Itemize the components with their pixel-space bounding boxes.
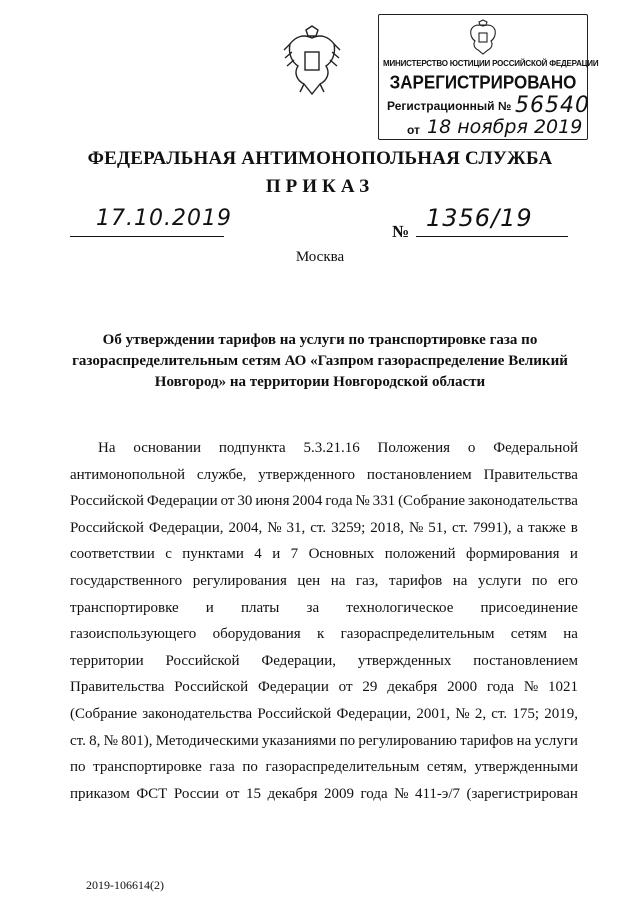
subject-line: газораспределительным сетям АО «Газпром газораспределение Великий: [72, 353, 568, 369]
body-line: Российской Федерации от 30 июня 2004 года № 331 (Собрание законодательства: [70, 493, 578, 510]
city: Москва: [295, 249, 345, 265]
order-number: 1356/19: [426, 204, 533, 232]
body-line: по транспортировке газа по газораспределительным сетям, утвержденными: [70, 759, 578, 776]
body-line: На основании подпункта 5.3.21.16 Положения о Федеральной: [98, 440, 578, 456]
body-line: антимонопольной службе, утвержденного постановлением Правительства: [70, 466, 578, 483]
body-line: (Собрание законодательства Российской Федерации, 2001, № 2, ст. 175; 2019,: [70, 705, 578, 722]
order-subject: [60, 330, 580, 393]
body-line: территории Российской Федерации, утвержденных постановлением: [70, 652, 578, 669]
order-date: 17.10.2019: [96, 206, 232, 231]
body-line: газоиспользующего оборудования к газораспределительным сетям на: [70, 626, 578, 643]
body-line: Правительства Российской Федерации от 29 декабря 2000 года № 1021: [70, 679, 578, 696]
agency-name: ФЕДЕРАЛЬНАЯ АНТИМОНОПОЛЬНАЯ СЛУЖБА: [87, 148, 553, 169]
stamp-registered: ЗАРЕГИСТРИРОВАНО: [389, 72, 577, 93]
body-line: соответствии с пунктами 4 и 7 Основных положений формирования и: [70, 546, 578, 563]
body-line: Российской Федерации, 2004, № 31, ст. 3259; 2018, № 51, ст. 7991), а также в: [70, 519, 578, 536]
registration-stamp: [378, 14, 599, 140]
order-title: ПРИКАЗ: [265, 176, 375, 197]
coat-of-arms-icon: [282, 24, 342, 98]
body-line: государственного регулирования цен на газ, тарифов на услуги по его: [70, 572, 578, 589]
body-line: приказом ФСТ России от 15 декабря 2009 года № 411-э/7 (зарегистрирован: [70, 785, 578, 802]
order-number-label: №: [392, 222, 410, 241]
stamp-reg-label: Регистрационный №: [387, 99, 512, 113]
order-date-field: [70, 206, 232, 237]
stamp-from-date: 18 ноября 2019: [427, 116, 583, 138]
subject-line: Об утверждении тарифов на услуги по транспортировке газа по: [102, 332, 538, 348]
stamp-emblem-icon: [467, 19, 499, 55]
document-id: 2019-106614(2): [86, 878, 164, 892]
subject-line: Новгород» на территории Новгородской области: [154, 374, 486, 390]
stamp-from-label: от: [407, 123, 420, 137]
order-number-field: [416, 204, 568, 237]
body-text: [70, 435, 578, 807]
body-line: ст. 8, № 801), Методическими указаниями по регулированию тарифов на услуги: [70, 732, 578, 749]
body-line: транспортировке и платы за технологическое присоединение: [70, 599, 578, 616]
stamp-ministry: МИНИСТЕРСТВО ЮСТИЦИИ РОССИЙСКОЙ ФЕДЕРАЦИИ: [383, 59, 599, 68]
stamp-reg-number: 56540: [515, 93, 590, 118]
